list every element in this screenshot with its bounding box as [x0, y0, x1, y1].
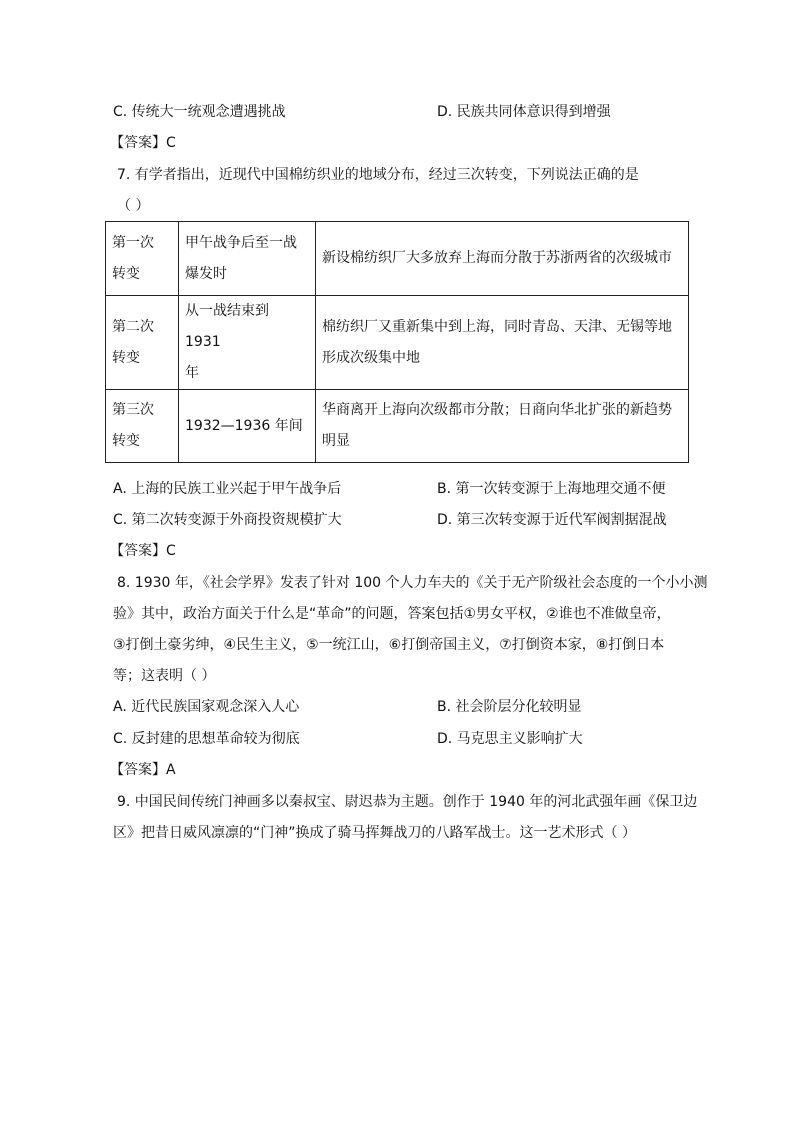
answer-value: C — [166, 543, 176, 559]
table-cell-period: 1932—1936 年间 — [179, 390, 316, 463]
table-cell-stage: 第二次 转变 — [106, 296, 179, 390]
q6-answer — [110, 133, 176, 153]
answer-label: 【答案】 — [110, 762, 166, 778]
answer-label: 【答案】 — [110, 135, 166, 151]
answer-label: 【答案】 — [110, 543, 166, 559]
answer-value: A — [166, 762, 176, 778]
table-cell-stage: 第一次 转变 — [106, 222, 179, 296]
q7-option-a: A. 上海的民族工业兴起于甲午战争后 — [113, 481, 342, 497]
q6-option-c: C. 传统大一统观念遭遇挑战 — [113, 104, 286, 120]
q7-option-d: D. 第三次转变源于近代军阀割据混战 — [437, 512, 667, 528]
q7-option-c: C. 第二次转变源于外商投资规模扩大 — [113, 512, 342, 528]
q9-stem-line1: 9. 中国民间传统门神画多以秦叔宝、尉迟恭为主题。创作于 1940 年的河北武强年画《保卫边 — [117, 794, 698, 810]
q8-stem-line2: 验》其中，政治方面关于什么是“革命”的问题，答案包括①男女平权，②谁也不准做皇帝， — [113, 606, 671, 622]
q8-option-d: D. 马克思主义影响扩大 — [437, 731, 583, 747]
q8-option-c: C. 反封建的思想革命较为彻底 — [113, 731, 300, 747]
table-cell-description: 华商离开上海向次级都市分散；日商向华北扩张的新趋势 明显 — [316, 390, 689, 463]
q7-answer — [110, 541, 176, 561]
q8-stem-line1: 8. 1930 年，《社会学界》发表了针对 100 个人力车夫的《关于无产阶级社会态度的一个小小测 — [117, 575, 708, 591]
q8-answer — [110, 760, 176, 780]
q8-stem-line4: 等；这表明（ ） — [113, 668, 216, 684]
q7-stem-line2: （ ） — [117, 198, 150, 214]
q7-table — [105, 221, 689, 463]
table-cell-period: 从一战结束到 1931 年 — [179, 296, 316, 390]
table-row — [106, 296, 689, 390]
table-row — [106, 390, 689, 463]
q8-option-a: A. 近代民族国家观念深入人心 — [113, 699, 300, 715]
q7-option-b: B. 第一次转变源于上海地理交通不便 — [437, 481, 666, 497]
table-cell-description: 棉纺织厂又重新集中到上海，同时青岛、天津、无锡等地 形成次级集中地 — [316, 296, 689, 390]
answer-value: C — [166, 135, 176, 151]
q8-stem-line3: ③打倒土豪劣绅，④民生主义，⑤一统江山，⑥打倒帝国主义，⑦打倒资本家，⑧打倒日本 — [113, 637, 665, 653]
table-row — [106, 222, 689, 296]
q8-option-b: B. 社会阶层分化较明显 — [437, 699, 582, 715]
q7-stem-line1: 7. 有学者指出，近现代中国棉纺织业的地域分布，经过三次转变，下列说法正确的是 — [117, 167, 639, 183]
table-cell-period: 甲午战争后至一战 爆发时 — [179, 222, 316, 296]
table-cell-stage: 第三次 转变 — [106, 390, 179, 463]
table-cell-description: 新设棉纺织厂大多放弃上海而分散于苏浙两省的次级城市 — [316, 222, 689, 296]
q6-option-d: D. 民族共同体意识得到增强 — [437, 104, 611, 120]
q9-stem-line2: 区》把昔日威风凛凛的“门神”换成了骑马挥舞战刀的八路军战士。这一艺术形式（ ） — [113, 825, 636, 841]
